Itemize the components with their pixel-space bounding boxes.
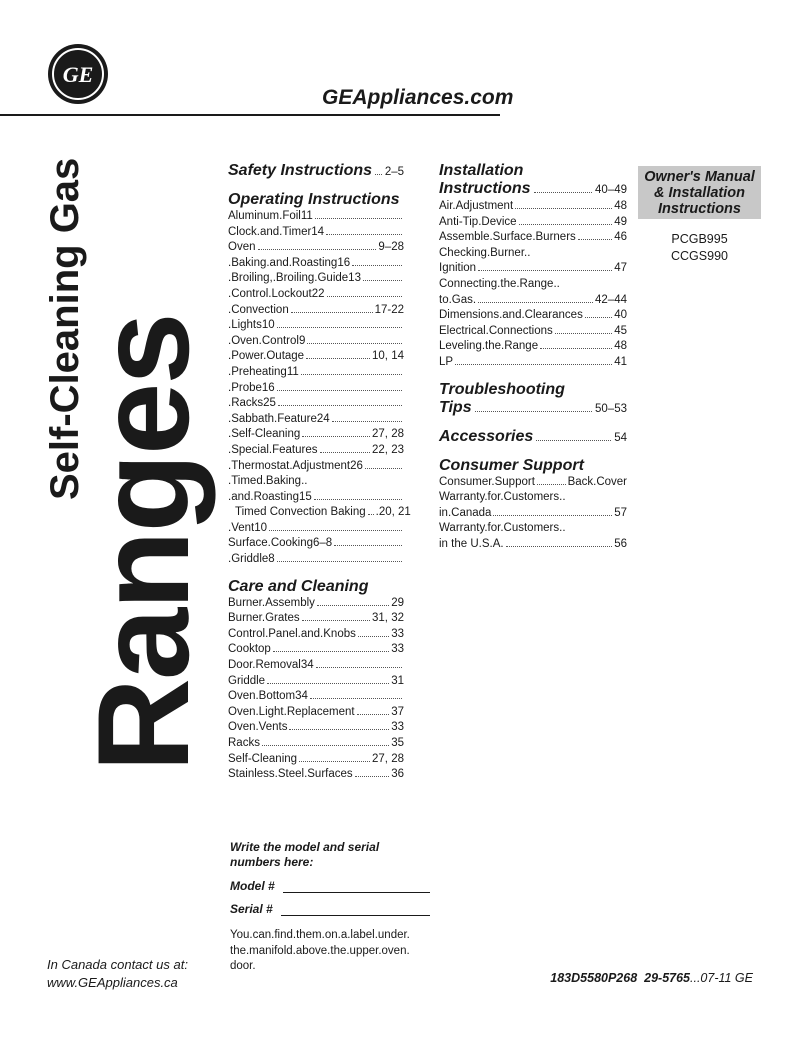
toc-leader-dots — [519, 224, 613, 225]
toc-leader-dots — [258, 249, 377, 250]
owner-line2: & Installation — [653, 185, 746, 201]
toc-entry-label: .Convection — [228, 303, 289, 316]
website-url[interactable]: GEAppliances.com — [322, 86, 514, 109]
part-date: ...07-11 GE — [690, 971, 753, 985]
toc-entry-label: Checking.Burner.. — [439, 246, 531, 259]
toc-section-heading: Instructions — [439, 180, 531, 197]
toc-leader-dots — [289, 729, 389, 730]
toc-entry-label: Griddle — [228, 674, 266, 687]
serial-section — [230, 840, 430, 975]
toc-section — [439, 457, 627, 553]
toc-entry-label: Surface.Cooking6–8 — [228, 537, 333, 550]
toc-entry[interactable] — [228, 287, 404, 303]
toc-entry-page: 36 — [391, 768, 404, 781]
toc-leader-dots — [585, 317, 612, 318]
toc-entry-label: Door.Removal34 — [228, 659, 314, 672]
toc-entry-label: .Broiling,.Broiling.Guide13 — [228, 272, 361, 285]
toc-entry-page: 33 — [391, 721, 404, 734]
toc-entry[interactable] — [228, 271, 404, 287]
toc-entry-page: 42–44 — [595, 293, 627, 306]
toc-leader-dots — [307, 343, 402, 344]
toc-section-page: 54 — [614, 431, 627, 444]
toc-leader-dots — [493, 515, 612, 516]
toc-section-heading-row — [439, 399, 627, 418]
toc-entry[interactable] — [439, 537, 627, 553]
toc-entry[interactable] — [439, 355, 627, 371]
toc-leader-dots — [475, 411, 592, 412]
toc-entry-page: 9–28 — [378, 241, 404, 254]
toc-leader-dots — [540, 348, 612, 349]
toc-entry-label: .Power.Outage — [228, 350, 305, 363]
toc-entry-label: Oven — [228, 241, 256, 254]
toc-entry[interactable] — [439, 261, 627, 277]
toc-entry[interactable] — [228, 365, 404, 381]
toc-entry[interactable] — [228, 427, 404, 443]
toc-entry[interactable] — [439, 199, 627, 215]
toc-entry-label: Ignition — [439, 262, 477, 275]
toc-entry-page: 56 — [614, 537, 627, 550]
toc-entry[interactable] — [228, 240, 404, 256]
toc-section — [439, 428, 627, 447]
toc-entry[interactable] — [439, 246, 627, 262]
model-number: CCGS990 — [671, 249, 728, 263]
toc-entry-page: 10, 14 — [372, 350, 404, 363]
toc-entry-page: 35 — [391, 737, 404, 749]
serial-title: Write the model and serial numbers here: — [230, 840, 380, 869]
toc-entry[interactable] — [439, 506, 627, 522]
toc-leader-dots — [310, 698, 402, 699]
serial-label: Serial # — [230, 902, 273, 916]
toc-entry-page: 33 — [391, 643, 404, 656]
toc-section-heading-row — [439, 428, 627, 447]
toc-entry-label: to.Gas. — [439, 293, 477, 306]
toc-leader-dots — [352, 265, 402, 266]
toc-entry[interactable] — [439, 339, 627, 355]
toc-leader-dots — [536, 440, 611, 441]
toc-leader-dots — [262, 745, 389, 746]
toc-entry-label: .Self-Cleaning — [228, 428, 301, 441]
toc-entry-page: 22, 23 — [372, 443, 404, 456]
toc-leader-dots — [299, 761, 370, 762]
toc-entry[interactable] — [228, 209, 404, 225]
part-number-main: 183D5580P268 — [550, 971, 638, 985]
toc-entry[interactable] — [228, 720, 404, 736]
toc-entry[interactable] — [228, 256, 404, 272]
canada-contact — [47, 956, 188, 992]
toc-entry[interactable] — [228, 611, 404, 627]
cover-subtitle: Self-Cleaning Gas — [43, 157, 87, 500]
toc-section-heading-row — [439, 180, 627, 199]
toc-entry-label: Oven.Bottom34 — [228, 690, 308, 703]
toc-section-heading: Troubleshooting — [439, 380, 565, 398]
toc-entry-label: Warranty.for.Customers.. — [439, 491, 566, 504]
toc-section — [228, 578, 404, 783]
header-rule — [0, 114, 500, 116]
toc-entry[interactable] — [228, 642, 404, 658]
toc-entry-label: .Control.Lockout22 — [228, 287, 325, 300]
toc-leader-dots — [291, 312, 373, 313]
toc-entry-label: .Preheating11 — [228, 365, 299, 378]
toc-leader-dots — [302, 436, 370, 437]
toc-entry-label: Dimensions.and.Clearances — [439, 309, 583, 322]
toc-leader-dots — [555, 333, 612, 334]
toc-entry[interactable] — [228, 596, 404, 612]
toc-leader-dots — [302, 620, 370, 621]
toc-entry[interactable] — [228, 334, 404, 350]
toc-entry-label: Self-Cleaning — [228, 752, 298, 765]
toc-entry-page: 27, 28 — [372, 428, 404, 441]
toc-entry-label: .Probe16 — [228, 381, 275, 394]
toc-leader-dots — [301, 374, 402, 375]
serial-field[interactable] — [230, 902, 430, 916]
toc-leader-dots — [506, 546, 613, 547]
serial-note: You.can.find.them.on.a.label.under. the.manifold.above.the.upper.oven. door. — [230, 929, 410, 972]
toc-leader-dots — [368, 514, 374, 515]
toc-leader-dots — [334, 545, 402, 546]
toc-entry-page: 33 — [391, 627, 404, 640]
toc-entry[interactable] — [228, 459, 404, 475]
toc-column-1 — [228, 162, 411, 783]
toc-leader-dots — [277, 327, 402, 328]
cover-title — [42, 157, 216, 772]
canada-url[interactable]: www.GEAppliances.ca — [47, 975, 178, 990]
toc-entry-label: Oven.Vents — [228, 721, 288, 734]
toc-entry-page: 41 — [614, 355, 627, 368]
toc-entry[interactable] — [439, 230, 627, 246]
toc-entry-label: Timed Convection Baking — [235, 506, 366, 519]
toc-entry-label: in the U.S.A. — [439, 537, 504, 550]
toc-entry-label: .Oven.Control9 — [228, 334, 306, 347]
toc-section-page: 40–49 — [595, 184, 627, 196]
toc-entry[interactable] — [228, 689, 404, 705]
toc-leader-dots — [578, 239, 612, 240]
toc-entry-label: Control.Panel.and.Knobs — [228, 627, 356, 640]
toc-leader-dots — [357, 714, 390, 715]
toc-entry[interactable] — [228, 349, 404, 365]
toc-section-heading: Consumer Support — [439, 456, 584, 474]
toc-leader-dots — [478, 302, 593, 303]
toc-entry[interactable] — [228, 396, 404, 412]
toc-leader-dots — [314, 499, 402, 500]
toc-entry-label: .Vent10 — [228, 521, 268, 534]
toc-entry[interactable] — [228, 767, 404, 783]
owners-manual-box — [638, 166, 761, 219]
toc-entry-label: .Baking.and.Roasting16 — [228, 256, 351, 269]
toc-section-heading-row — [228, 162, 404, 181]
logo-text: GE — [62, 62, 94, 87]
model-list — [638, 231, 761, 265]
toc-entry[interactable] — [439, 521, 627, 537]
toc-entry-label: Connecting.the.Range.. — [439, 277, 560, 290]
toc-entry[interactable] — [228, 627, 404, 643]
toc-leader-dots — [515, 208, 612, 209]
toc-leader-dots — [269, 530, 402, 531]
toc-entry-label: .and.Roasting15 — [228, 490, 312, 503]
toc-entry-label: Stainless.Steel.Surfaces — [228, 768, 353, 781]
toc-section-heading: Installation — [439, 162, 524, 179]
toc-leader-dots — [317, 605, 389, 606]
toc-entry-page: .20, 21 — [375, 506, 411, 519]
toc-entry[interactable] — [228, 705, 404, 721]
toc-entry-label: .Special.Features — [228, 443, 318, 456]
toc-section-heading: Operating Instructions — [228, 191, 400, 208]
toc-leader-dots — [316, 667, 402, 668]
toc-entry[interactable] — [228, 490, 404, 506]
toc-leader-dots — [327, 296, 402, 297]
toc-leader-dots — [358, 636, 389, 637]
toc-entry[interactable] — [228, 658, 404, 674]
toc-entry-label: Clock.and.Timer14 — [228, 225, 325, 238]
toc-entry[interactable] — [439, 277, 627, 293]
toc-entry-page: 57 — [614, 506, 627, 519]
toc-section — [439, 162, 627, 371]
toc-entry-label: .Thermostat.Adjustment26 — [228, 459, 363, 472]
toc-entry[interactable] — [439, 308, 627, 324]
toc-entry[interactable] — [228, 521, 404, 537]
toc-entry-label: Oven.Light.Replacement — [228, 705, 355, 718]
toc-entry-label: Aluminum.Foil11 — [228, 210, 313, 222]
toc-entry-label: .Racks25 — [228, 397, 276, 410]
toc-entry-label: Air.Adjustment — [439, 200, 514, 212]
toc-entry-page: 31, 32 — [372, 612, 404, 625]
toc-leader-dots — [278, 405, 402, 406]
toc-entry-page: 48 — [614, 200, 627, 212]
toc-leader-dots — [355, 776, 390, 777]
toc-entry-page: 46 — [614, 231, 627, 244]
toc-entry-page: 27, 28 — [372, 752, 404, 765]
toc-entry-label: Consumer.Support — [439, 475, 535, 488]
toc-entry[interactable] — [439, 490, 627, 506]
toc-leader-dots — [315, 218, 402, 219]
toc-leader-dots — [363, 280, 402, 281]
toc-entry[interactable] — [228, 505, 411, 521]
toc-section-heading: Accessories — [439, 427, 534, 445]
toc-entry-page: Back.Cover — [567, 475, 627, 488]
toc-leader-dots — [306, 358, 370, 359]
toc-entry-page: 49 — [614, 215, 627, 228]
toc-leader-dots — [277, 390, 402, 391]
toc-section-heading: Safety Instructions — [228, 162, 373, 179]
toc-entry-label: Warranty.for.Customers.. — [439, 522, 566, 535]
model-field[interactable] — [230, 879, 430, 893]
toc-entry-label: .Timed.Baking.. — [228, 475, 308, 488]
toc-entry[interactable] — [228, 674, 404, 690]
toc-entry-label: Leveling.the.Range — [439, 340, 539, 353]
ge-logo — [48, 44, 108, 104]
toc-entry[interactable] — [439, 215, 627, 231]
toc-leader-dots — [320, 452, 371, 453]
toc-section — [228, 191, 411, 568]
serial-blank[interactable] — [281, 903, 430, 916]
toc-entry[interactable] — [228, 736, 404, 752]
toc-entry-page: 40 — [614, 309, 627, 322]
toc-entry-page: 17-22 — [374, 303, 404, 316]
toc-entry[interactable] — [228, 443, 404, 459]
toc-entry[interactable] — [228, 474, 404, 490]
part-number — [470, 971, 753, 985]
toc-entry[interactable] — [439, 293, 627, 309]
model-label: Model # — [230, 879, 275, 893]
toc-entry-label: in.Canada — [439, 506, 492, 519]
toc-leader-dots — [375, 174, 382, 175]
toc-section-page: 50–53 — [595, 402, 627, 415]
toc-entry-page: 47 — [614, 262, 627, 275]
owner-line1: Owner's Manual — [644, 169, 755, 185]
toc-entry-label: Burner.Assembly — [228, 596, 315, 609]
toc-entry-page: 37 — [391, 705, 404, 718]
toc-leader-dots — [277, 561, 402, 562]
toc-entry-label: Burner.Grates — [228, 612, 300, 625]
toc-leader-dots — [332, 421, 402, 422]
toc-entry-label: LP — [439, 355, 454, 368]
toc-leader-dots — [478, 270, 612, 271]
toc-entry-page: 29 — [391, 596, 404, 609]
toc-entry[interactable] — [228, 752, 404, 768]
toc-entry[interactable] — [228, 536, 404, 552]
toc-entry-label: Cooktop — [228, 643, 271, 656]
toc-section-page: 2–5 — [384, 166, 404, 178]
toc-leader-dots — [273, 651, 389, 652]
toc-section-heading: Care and Cleaning — [228, 577, 369, 595]
toc-entry[interactable] — [228, 412, 404, 428]
toc-leader-dots — [455, 364, 612, 365]
toc-leader-dots — [365, 468, 402, 469]
toc-entry-page: 45 — [614, 324, 627, 337]
toc-entry-label: .Sabbath.Feature24 — [228, 412, 330, 425]
owner-line3: Instructions — [658, 201, 741, 217]
toc-section — [439, 381, 627, 418]
toc-entry[interactable] — [228, 303, 404, 319]
toc-entry[interactable] — [228, 225, 404, 241]
toc-entry[interactable] — [228, 381, 404, 397]
toc-entry-page: 31 — [391, 674, 404, 687]
toc-entry-label: Assemble.Surface.Burners — [439, 231, 576, 244]
toc-entry-label: Anti-Tip.Device — [439, 215, 517, 228]
toc-entry-label: Racks — [228, 737, 260, 749]
toc-leader-dots — [534, 192, 592, 193]
toc-section-heading: Tips — [439, 398, 472, 416]
toc-entry-label: .Lights10 — [228, 319, 275, 332]
toc-leader-dots — [537, 484, 566, 485]
model-number: PCGB995 — [671, 232, 728, 246]
canada-line: In Canada contact us at: — [47, 957, 188, 972]
toc-leader-dots — [326, 234, 402, 235]
toc-entry-label: Electrical.Connections — [439, 324, 553, 337]
toc-section — [228, 162, 404, 181]
toc-entry-page: 48 — [614, 340, 627, 353]
toc-entry[interactable] — [228, 318, 404, 334]
toc-leader-dots — [267, 683, 389, 684]
toc-entry-label: .Griddle8 — [228, 553, 275, 566]
toc-entry[interactable] — [228, 552, 404, 568]
toc-entry[interactable] — [439, 475, 627, 491]
toc-entry[interactable] — [439, 324, 627, 340]
cover-main-title: Ranges — [70, 314, 216, 772]
toc-column-2 — [439, 162, 627, 553]
part-code: 29-5765 — [644, 971, 690, 985]
model-blank[interactable] — [283, 880, 430, 893]
